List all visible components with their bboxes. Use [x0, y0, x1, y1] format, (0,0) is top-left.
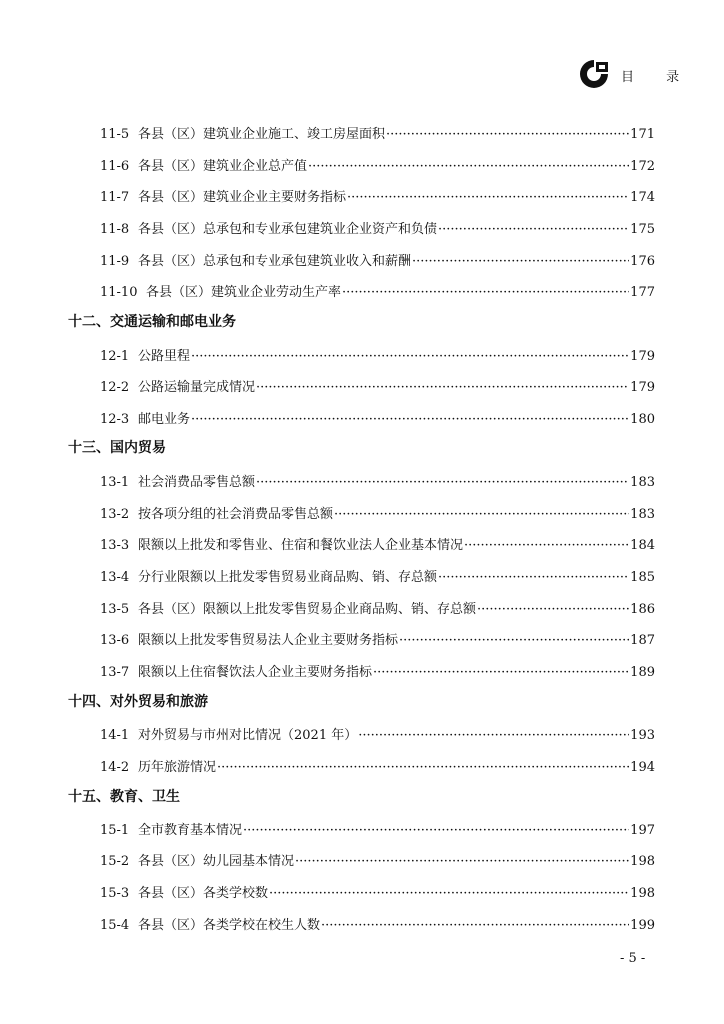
statistics-logo-icon	[577, 57, 611, 91]
entry-title: 各县（区）幼儿园基本情况	[138, 854, 295, 869]
dot-leader	[308, 159, 629, 174]
dot-leader	[342, 285, 629, 300]
entry-page: 189	[630, 665, 655, 680]
toc-entry[interactable]	[100, 471, 655, 490]
toc-entry[interactable]	[100, 123, 655, 142]
dot-leader	[477, 602, 629, 617]
dot-leader	[295, 854, 629, 869]
toc-entry[interactable]	[100, 408, 655, 427]
toc-entry[interactable]	[100, 661, 655, 680]
toc-entry[interactable]	[100, 186, 655, 205]
entry-page: 184	[630, 538, 655, 553]
entry-title: 分行业限额以上批发零售贸易业商品购、销、存总额	[138, 570, 438, 585]
entry-title: 各县（区）各类学校在校生人数	[138, 918, 321, 933]
dot-leader	[464, 538, 629, 553]
entry-number: 15-4	[100, 918, 130, 933]
entry-title: 各县（区）限额以上批发零售贸易企业商品购、销、存总额	[138, 602, 477, 617]
entry-number: 15-1	[100, 823, 130, 838]
entry-number: 11-9	[100, 254, 130, 269]
entry-page: 187	[630, 633, 655, 648]
dot-leader	[386, 127, 629, 142]
entry-page: 199	[630, 918, 655, 933]
entry-title: 公路运输量完成情况	[138, 380, 256, 395]
entry-number: 13-7	[100, 665, 130, 680]
entry-number: 11-6	[100, 159, 130, 174]
entry-number: 15-3	[100, 886, 130, 901]
entry-title: 限额以上批发零售贸易法人企业主要财务指标	[138, 633, 399, 648]
entry-title: 各县（区）建筑业企业总产值	[138, 159, 308, 174]
dot-leader	[256, 475, 629, 490]
entry-title: 按各项分组的社会消费品零售总额	[138, 507, 334, 522]
header-title: 目 录	[621, 70, 694, 85]
dot-leader	[358, 728, 629, 743]
entry-number: 11-10	[100, 285, 138, 300]
entry-title: 限额以上批发和零售业、住宿和餐饮业法人企业基本情况	[138, 538, 464, 553]
entry-title: 对外贸易与市州对比情况（2021 年）	[138, 728, 358, 743]
entry-number: 14-1	[100, 728, 130, 743]
toc-entry[interactable]	[100, 155, 655, 174]
toc-entry[interactable]	[100, 281, 655, 300]
entry-number: 15-2	[100, 854, 130, 869]
entry-page: 171	[630, 127, 655, 142]
section-heading: 十二、交通运输和邮电业务	[68, 314, 236, 330]
entry-number: 11-5	[100, 127, 130, 142]
entry-page: 198	[630, 854, 655, 869]
entry-title: 各县（区）建筑业企业施工、竣工房屋面积	[138, 127, 386, 142]
entry-title: 限额以上住宿餐饮法人企业主要财务指标	[138, 665, 373, 680]
entry-title: 各县（区）总承包和专业承包建筑业企业资产和负债	[138, 222, 438, 237]
dot-leader	[438, 570, 629, 585]
entry-page: 193	[630, 728, 655, 743]
entry-number: 12-2	[100, 380, 130, 395]
entry-number: 13-6	[100, 633, 130, 648]
entry-number: 12-3	[100, 412, 130, 427]
entry-number: 13-3	[100, 538, 130, 553]
entry-page: 194	[630, 760, 655, 775]
entry-page: 185	[630, 570, 655, 585]
dot-leader	[373, 665, 629, 680]
entry-title: 邮电业务	[138, 412, 191, 427]
entry-page: 172	[630, 159, 655, 174]
entry-page: 177	[630, 285, 655, 300]
toc-entry[interactable]	[100, 882, 655, 901]
entry-title: 历年旅游情况	[138, 760, 217, 775]
entry-title: 各县（区）总承包和专业承包建筑业收入和薪酬	[138, 254, 412, 269]
entry-number: 11-8	[100, 222, 130, 237]
entry-page: 183	[630, 507, 655, 522]
entry-title: 公路里程	[138, 349, 191, 364]
toc-entry[interactable]	[100, 756, 655, 775]
entry-page: 186	[630, 602, 655, 617]
entry-page: 180	[630, 412, 655, 427]
dot-leader	[399, 633, 629, 648]
toc-entry[interactable]	[100, 376, 655, 395]
dot-leader	[191, 412, 629, 427]
entry-page: 198	[630, 886, 655, 901]
page-number: - 5 -	[620, 951, 646, 966]
toc-entry[interactable]	[100, 629, 655, 648]
entry-number: 13-1	[100, 475, 130, 490]
entry-number: 13-2	[100, 507, 130, 522]
entry-page: 174	[630, 190, 655, 205]
toc-entry[interactable]	[100, 914, 655, 933]
section-heading: 十五、教育、卫生	[68, 789, 180, 805]
entry-number: 13-5	[100, 602, 130, 617]
entry-number: 11-7	[100, 190, 130, 205]
entry-title: 各县（区）建筑业企业劳动生产率	[146, 285, 342, 300]
entry-number: 14-2	[100, 760, 130, 775]
entry-page: 175	[630, 222, 655, 237]
dot-leader	[412, 254, 629, 269]
entry-page: 197	[630, 823, 655, 838]
dot-leader	[321, 918, 629, 933]
toc-entry[interactable]	[100, 724, 655, 743]
dot-leader	[243, 823, 629, 838]
toc-entry[interactable]	[100, 218, 655, 237]
toc-entry[interactable]	[100, 566, 655, 585]
dot-leader	[334, 507, 629, 522]
entry-title: 各县（区）建筑业企业主要财务指标	[138, 190, 347, 205]
entry-page: 179	[630, 349, 655, 364]
toc-entry[interactable]	[100, 598, 655, 617]
toc-entry[interactable]	[100, 345, 655, 364]
entry-page: 179	[630, 380, 655, 395]
toc-entry[interactable]	[100, 850, 655, 869]
entry-page: 183	[630, 475, 655, 490]
entry-title: 各县（区）各类学校数	[138, 886, 269, 901]
toc-entry[interactable]	[100, 819, 655, 838]
dot-leader	[217, 760, 629, 775]
entry-title: 全市教育基本情况	[138, 823, 243, 838]
dot-leader	[347, 190, 629, 205]
entry-number: 13-4	[100, 570, 130, 585]
toc-entry[interactable]	[100, 503, 655, 522]
dot-leader	[191, 349, 629, 364]
toc-entry[interactable]	[100, 534, 655, 553]
entry-page: 176	[630, 254, 655, 269]
dot-leader	[256, 380, 629, 395]
section-heading: 十三、国内贸易	[68, 440, 166, 456]
section-heading: 十四、对外贸易和旅游	[68, 694, 208, 710]
dot-leader	[438, 222, 629, 237]
dot-leader	[269, 886, 629, 901]
entry-title: 社会消费品零售总额	[138, 475, 256, 490]
toc-entry[interactable]	[100, 250, 655, 269]
entry-number: 12-1	[100, 349, 130, 364]
